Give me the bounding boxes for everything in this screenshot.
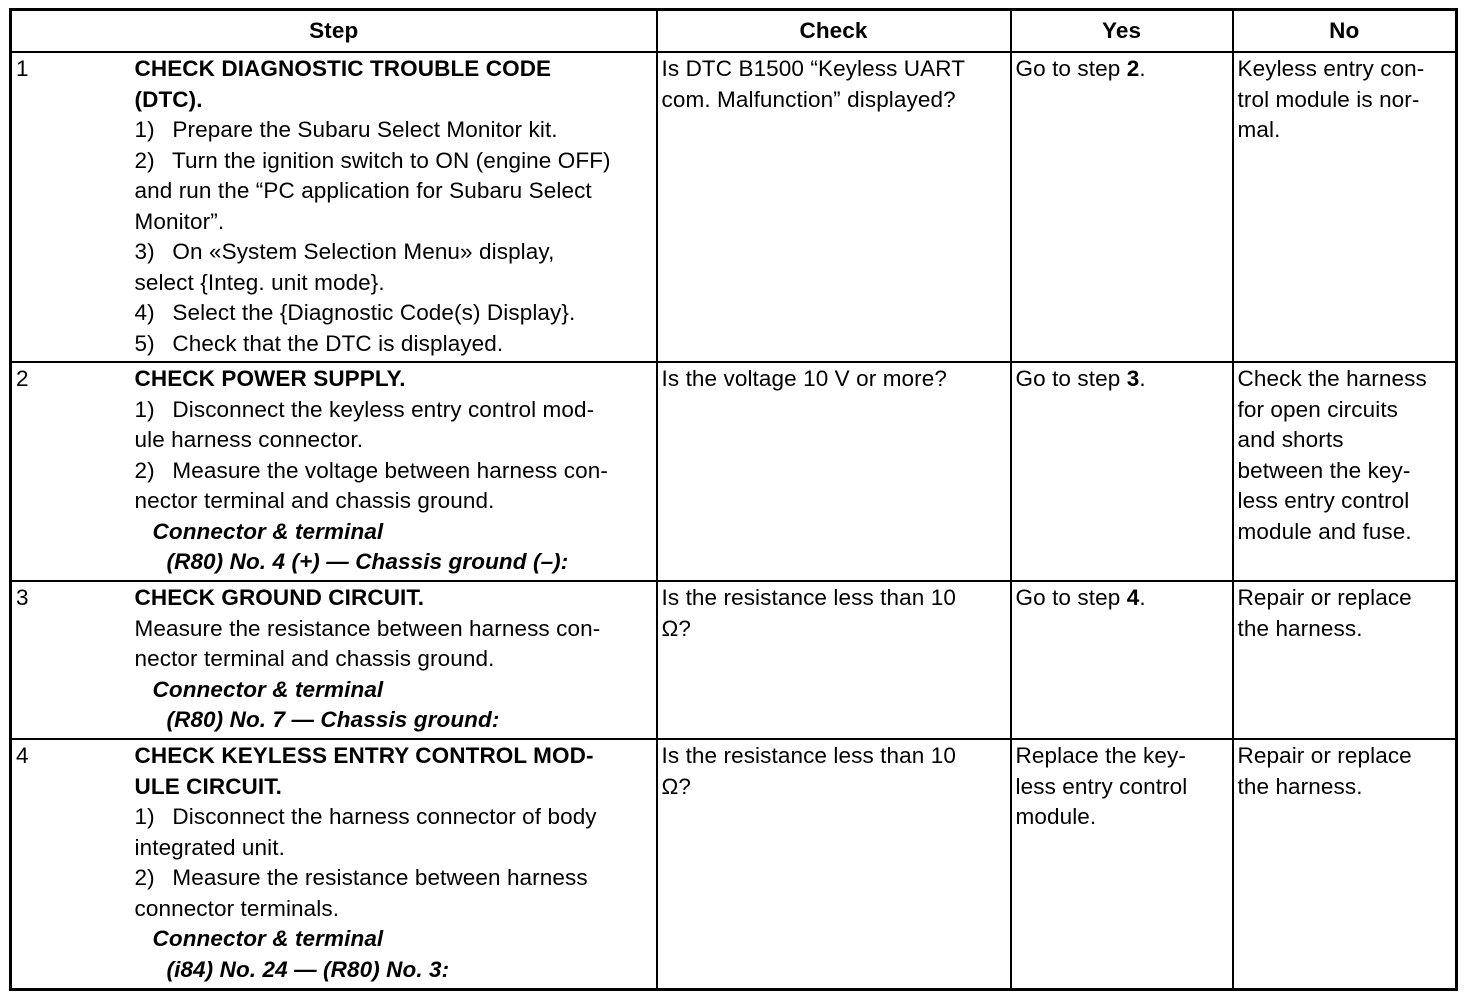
check-cell (657, 52, 1011, 362)
step-number: 3 (11, 581, 135, 739)
header-step: Step (11, 10, 657, 53)
no-line: and shorts (1237, 427, 1344, 452)
no-cell (1233, 739, 1457, 989)
check-cell (657, 581, 1011, 739)
step-title: CHECK DIAGNOSTIC TROUBLE CODE (134, 56, 552, 81)
procedure-line: 1) Disconnect the harness connector of body (134, 804, 597, 829)
connector-terminal: (R80) No. 4 (+) — Chassis ground (–): (166, 549, 569, 574)
yes-suffix: . (1139, 366, 1146, 391)
no-line: Repair or replace (1237, 585, 1412, 610)
yes-text: Go to step (1015, 56, 1127, 81)
procedure-line: Measure the resistance between harness con- (134, 615, 601, 641)
procedure-line: connector terminals. (134, 895, 340, 921)
procedure-line: 2) Turn the ignition switch to ON (engine OFF) (134, 147, 611, 173)
no-line: Repair or replace (1237, 743, 1412, 768)
procedure-line: ule harness connector. (134, 427, 364, 452)
procedure-line: 5) Check that the DTC is displayed. (134, 330, 504, 356)
yes-cell (1011, 581, 1233, 739)
step-title: CHECK POWER SUPPLY. (134, 366, 406, 391)
no-line: module and fuse. (1237, 518, 1412, 544)
check-line: Is the resistance less than 10 (661, 743, 956, 768)
table-header-row (11, 10, 1457, 53)
table-row (11, 581, 1457, 739)
procedure-line: nector terminal and chassis ground. (134, 646, 495, 671)
yes-line: module. (1015, 804, 1097, 829)
step-title: (DTC). (134, 86, 203, 112)
no-line: between the key- (1237, 457, 1411, 483)
step-procedure (135, 52, 657, 362)
procedure-line: select {Integ. unit mode}. (134, 269, 385, 295)
connector-terminal: (i84) No. 24 — (R80) No. 3: (166, 956, 450, 982)
check-line: Is DTC B1500 “Keyless UART (661, 56, 966, 81)
header-yes: Yes (1011, 10, 1233, 53)
diagnostic-procedure-table (9, 8, 1458, 991)
step-title: CHECK GROUND CIRCUIT. (134, 585, 425, 610)
check-cell (657, 739, 1011, 989)
step-procedure (135, 739, 657, 989)
yes-line: Replace the key- (1015, 743, 1186, 768)
no-line: for open circuits (1237, 396, 1399, 422)
step-procedure (135, 362, 657, 581)
check-line: Ω? (661, 615, 692, 641)
yes-suffix: . (1139, 56, 1146, 81)
yes-step-number: 3 (1126, 366, 1140, 391)
step-number: 2 (11, 362, 135, 581)
check-line: Is the resistance less than 10 (661, 585, 956, 610)
procedure-line: 1) Disconnect the keyless entry control mod- (134, 396, 595, 422)
connector-terminal: (R80) No. 7 — Chassis ground: (166, 707, 500, 732)
procedure-line: nector terminal and chassis ground. (134, 488, 495, 513)
no-cell (1233, 52, 1457, 362)
no-line: the harness. (1237, 773, 1363, 799)
yes-text: Go to step (1015, 366, 1127, 391)
no-line: less entry control (1237, 488, 1410, 513)
yes-suffix: . (1139, 585, 1146, 610)
no-line: mal. (1237, 117, 1281, 142)
procedure-line: and run the “PC application for Subaru Select (134, 178, 592, 203)
connector-label: Connector & terminal (152, 518, 384, 544)
procedure-line: 2) Measure the resistance between harness (134, 865, 588, 890)
check-cell (657, 362, 1011, 581)
step-title: ULE CIRCUIT. (134, 773, 282, 799)
connector-label: Connector & terminal (152, 926, 384, 951)
table-row (11, 52, 1457, 362)
yes-cell (1011, 739, 1233, 989)
no-line: Keyless entry con- (1237, 56, 1425, 81)
table-row (11, 739, 1457, 989)
no-line: trol module is nor- (1237, 86, 1420, 112)
yes-cell (1011, 52, 1233, 362)
procedure-line: 2) Measure the voltage between harness con- (134, 457, 608, 483)
yes-step-number: 2 (1126, 56, 1140, 81)
check-line: com. Malfunction” displayed? (661, 86, 956, 112)
step-number: 4 (11, 739, 135, 989)
check-line: Is the voltage 10 V or more? (661, 366, 947, 391)
procedure-line: 4) Select the {Diagnostic Code(s) Display}. (134, 300, 576, 325)
diagnostic-table-container (9, 8, 1458, 991)
procedure-line: Monitor”. (134, 208, 225, 234)
connector-label: Connector & terminal (152, 676, 384, 702)
yes-line: less entry control (1015, 773, 1188, 799)
procedure-line: integrated unit. (134, 834, 285, 860)
header-no: No (1233, 10, 1457, 53)
table-row (11, 362, 1457, 581)
procedure-line: 1) Prepare the Subaru Select Monitor kit. (134, 117, 558, 142)
no-line: Check the harness (1237, 366, 1427, 391)
procedure-line: 3) On «System Selection Menu» display, (134, 239, 555, 264)
yes-cell (1011, 362, 1233, 581)
header-check: Check (657, 10, 1011, 53)
no-line: the harness. (1237, 615, 1363, 641)
yes-step-number: 4 (1126, 585, 1140, 610)
step-number: 1 (11, 52, 135, 362)
check-line: Ω? (661, 773, 692, 799)
no-cell (1233, 581, 1457, 739)
no-cell (1233, 362, 1457, 581)
step-procedure (135, 581, 657, 739)
step-title: CHECK KEYLESS ENTRY CONTROL MOD- (134, 743, 594, 768)
yes-text: Go to step (1015, 585, 1127, 610)
